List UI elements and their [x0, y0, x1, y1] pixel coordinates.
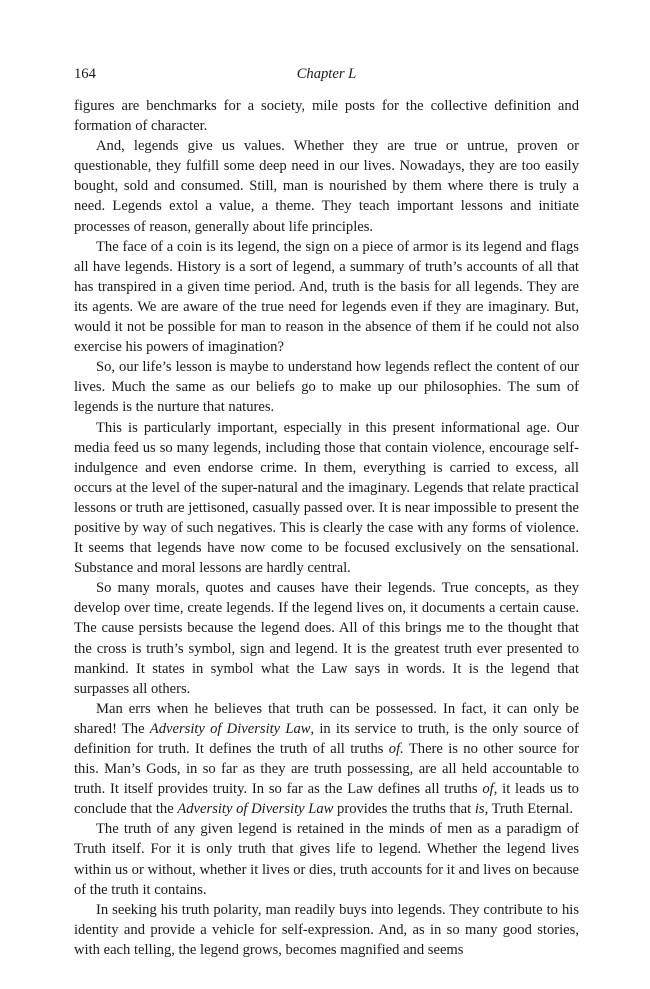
chapter-title: Chapter L	[296, 66, 357, 82]
paragraph-6: So many morals, quotes and causes have their legends. True concepts, as they develop over time, create legends. If the legend lives on, it documents a certain cause. The cause persists because the legend does. All of this brings me to the thought that the cross is truth’s symbol, sign and legend. It is the greatest truth ever presented to mankind. It states in symbol what the Law says in words. It is the legend that surpasses all others.	[74, 580, 579, 697]
paragraph-5: This is particularly important, especially in this present informational age. Our media feed us so many legends, including those that contain violence, encourage self-indulgence and even endorse crime. In them, everything is carried to excess, all occurs at the level of the super-natural and the imaginary. Legends that relate practical lessons or truth are jettisoned, casually passed over. It is near impossible to present the positive by way of such negatives. This is clearly the case with any forms of violence. It seems that legends have now come to be focused exclusively on the sensational. Substance and moral lessons are hardly central.	[74, 419, 579, 577]
paragraph-1: figures are benchmarks for a society, mile posts for the collective definition and formation of character.	[74, 98, 579, 135]
paragraph-3: The face of a coin is its legend, the sign on a piece of armor is its legend and flags all have legends. History is a sort of legend, a summary of truth’s accounts of all that has transpired in a given time period. And, truth is the basis for all legends. They are its agents. We are aware of the true need for legends even if they are imaginary. But, would it not be possible for man to reason in the absence of them if he could not also exercise his powers of imagination?	[74, 238, 579, 356]
paragraph-7: Man errs when he believes that truth can be possessed. In fact, it can only be shared! The Adversity of Diversity Law, in its service to truth, is the only source of definition for truth. It defines the truth of all truths of. There is no other source for this. Man’s Gods, in so far as they are truth possessing, are all held accountable to truth. It itself provides truity. In so far as the Law defines all truths of, it leads us to conclude that the Adversity of Diversity Law provides the truths that is, Truth Eternal.	[74, 700, 580, 818]
law-title-italic: Adversity of Diversity Law	[149, 720, 311, 737]
running-header	[74, 64, 579, 84]
italic-of: of.	[388, 741, 404, 757]
paragraph-2: And, legends give us values. Whether they are true or untrue, proven or questionable, they fulfill some deep need in our lives. Nowadays, they are too easily bought, sold and consumed. Still, man is nourished by them where there is truly a need. Legends extol a value, a theme. They teach important lessons and initiate processes of reason, generally about life principles.	[74, 138, 579, 235]
book-page	[74, 64, 579, 960]
italic-is: is	[474, 801, 485, 818]
italic-of: of,	[482, 781, 498, 798]
paragraph-8: The truth of any given legend is retained in the minds of men as a paradigm of Truth itself. For it is only truth that gives life to legend. Whether the legend lives within us or without, whether it lives or dies, truth accounts for it and lives on because of the truth it contains.	[74, 821, 579, 898]
paragraph-4: So, our life’s lesson is maybe to understand how legends reflect the content of our lives. Much the same as our beliefs go to make up our philosophies. The sum of legends is the nurture that natures.	[74, 359, 579, 416]
law-title-italic: Adversity of Diversity Law	[177, 801, 334, 818]
page-number: 164	[74, 66, 96, 82]
paragraph-9: In seeking his truth polarity, man readily buys into legends. They contribute to his identity and provide a vehicle for self-expression. And, as in so many good stories, with each telling, the legend grows, becomes magnified and seems	[74, 901, 579, 958]
